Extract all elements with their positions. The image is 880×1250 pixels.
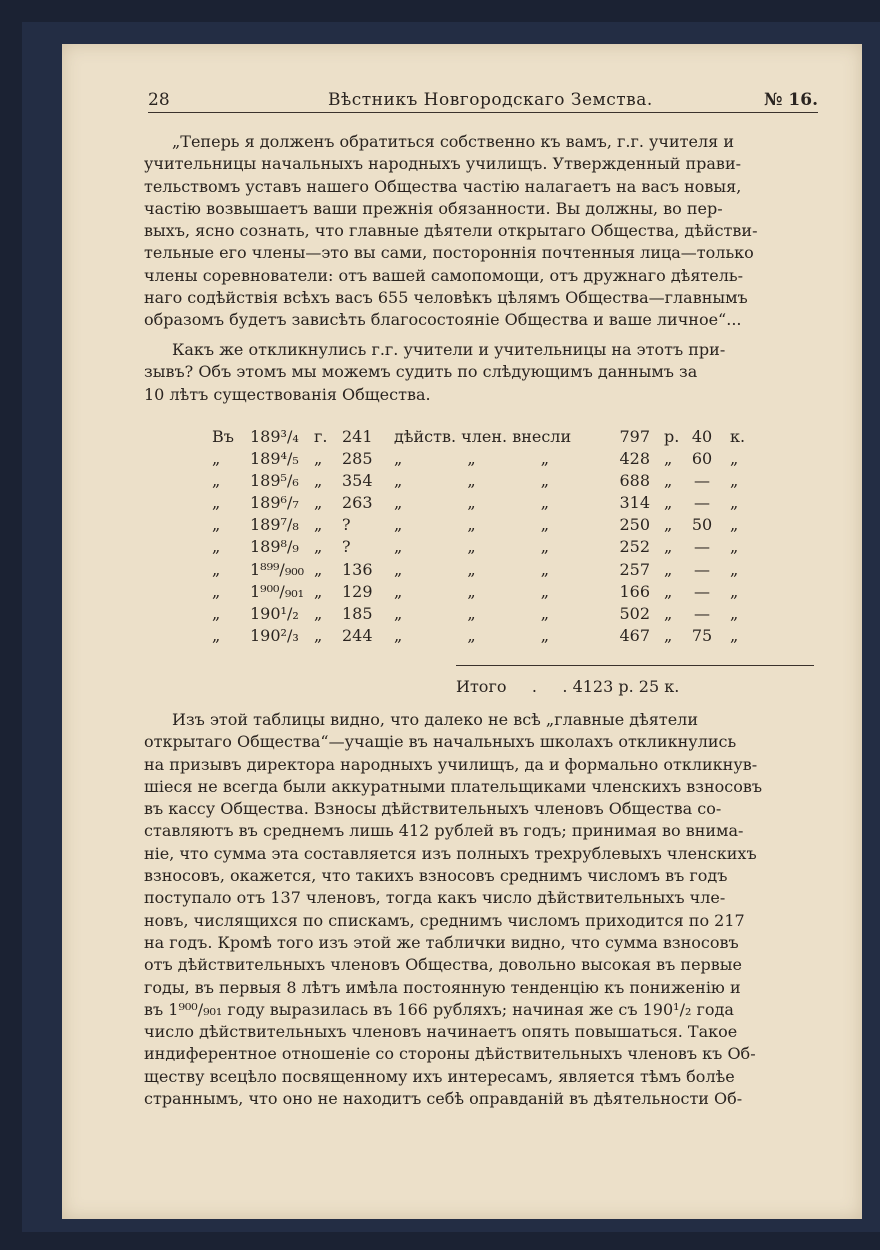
row-rub-unit: „ <box>664 559 673 579</box>
row-description: „ „ „ <box>394 559 550 579</box>
text-line: тельные его члены—это вы сами, постороннія почтенныя лица—только <box>144 243 754 263</box>
row-description: „ „ „ <box>394 625 550 645</box>
text-line: зывъ? Объ этомъ мы можемъ судить по слѣдующимъ даннымъ за <box>144 362 698 382</box>
row-year: 1⁸⁹⁹/₉₀₀ <box>250 559 305 579</box>
text-line: на призывъ директора народныхъ училищъ, да и формально откликнув- <box>144 754 758 774</box>
text-line: шіеся не всегда были аккуратными плательщиками членскихъ взносовъ <box>144 776 763 796</box>
text-line: выхъ, ясно сознать, что главные дѣятели открытаго Общества, дѣйстви- <box>144 221 758 241</box>
intro-paragraph <box>144 131 820 332</box>
row-description: „ „ „ <box>394 493 550 513</box>
text-line: число дѣйствительныхъ членовъ начинаетъ опять повышаться. Такое <box>144 1022 738 1042</box>
text-line: ставляютъ въ среднемъ лишь 412 рублей въ годъ; принимая во внима- <box>144 821 744 841</box>
row-member-count: 285 <box>342 449 373 469</box>
row-year-unit: „ <box>314 515 323 535</box>
row-year-unit: „ <box>314 581 323 601</box>
row-kopecks: — <box>694 493 710 513</box>
row-lead: „ <box>212 471 221 491</box>
row-lead: „ <box>212 559 221 579</box>
row-lead: „ <box>212 581 221 601</box>
row-rub-unit: „ <box>664 603 673 623</box>
row-rub-unit: „ <box>664 625 673 645</box>
row-kop-unit: „ <box>730 559 739 579</box>
row-year-unit: „ <box>314 537 323 557</box>
row-lead: Въ <box>212 427 234 446</box>
text-line: открытаго Общества“—учащіе въ начальныхъ школахъ откликнулись <box>144 732 737 752</box>
row-year-unit: „ <box>314 471 323 491</box>
row-member-count: ? <box>342 515 351 535</box>
row-rub-unit: „ <box>664 515 673 535</box>
row-member-count: 241 <box>342 427 373 446</box>
row-member-count: 263 <box>342 493 373 513</box>
row-lead: „ <box>212 537 221 557</box>
text-line: учительницы начальныхъ народныхъ училищъ. Утвержденный прави- <box>144 154 742 174</box>
row-kop-unit: к. <box>730 427 746 446</box>
row-lead: „ <box>212 449 221 469</box>
text-line: „Теперь я долженъ обратиться собственно къ вамъ, г.г. учителя и <box>172 132 734 151</box>
body-paragraph <box>144 709 820 1110</box>
row-kopecks: — <box>694 581 710 601</box>
row-rubles: 502 <box>619 603 650 623</box>
row-year-unit: „ <box>314 493 323 513</box>
text-line: образомъ будетъ зависѣть благосостояніе Общества и ваше личное“... <box>144 310 742 330</box>
row-description: „ „ „ <box>394 581 550 601</box>
text-line: взносовъ, окажется, что такихъ взносовъ среднимъ числомъ въ годъ <box>144 866 728 886</box>
row-rub-unit: „ <box>664 471 673 491</box>
row-kopecks: 50 <box>691 515 713 535</box>
row-year: 190¹/₂ <box>250 603 299 623</box>
row-kop-unit: „ <box>730 603 739 623</box>
row-rubles: 428 <box>619 449 650 469</box>
journal-title: Вѣстникъ Новгородскаго Земства. <box>328 90 653 110</box>
row-member-count: 244 <box>342 625 373 645</box>
row-kop-unit: „ <box>730 537 739 557</box>
row-description: „ „ „ <box>394 471 550 491</box>
row-year-unit: „ <box>314 625 323 645</box>
page-number: 28 <box>148 90 170 110</box>
text-line: наго содѣйствія всѣхъ васъ 655 человѣкъ цѣлямъ Общества—главнымъ <box>144 288 748 308</box>
row-kopecks: — <box>694 471 710 491</box>
row-kopecks: 40 <box>691 427 713 446</box>
text-line: 10 лѣтъ существованія Общества. <box>144 384 431 404</box>
row-rubles: 252 <box>619 537 650 557</box>
row-year: 189⁷/₈ <box>250 515 299 535</box>
row-rubles: 688 <box>619 471 650 491</box>
text-line: отъ дѣйствительныхъ членовъ Общества, довольно высокая въ первые <box>144 955 742 975</box>
page-header <box>148 58 818 110</box>
row-kopecks: — <box>694 537 710 557</box>
row-kop-unit: „ <box>730 471 739 491</box>
text-line: на годъ. Кромѣ того изъ этой же таблички видно, что сумма взносовъ <box>144 932 739 952</box>
text-line: новъ, числящихся по спискамъ, среднимъ числомъ приходится по 217 <box>144 910 745 930</box>
row-rubles: 250 <box>619 515 650 535</box>
text-line: ществу всецѣло посвященному ихъ интересамъ, является тѣмъ болѣе <box>144 1066 735 1086</box>
row-kopecks: 60 <box>691 449 713 469</box>
text-line: Какъ же откликнулись г.г. учители и учительницы на этотъ при- <box>172 340 726 359</box>
row-kopecks: — <box>694 603 710 623</box>
text-line: поступало отъ 137 членовъ, тогда какъ число дѣйствительныхъ чле- <box>144 888 726 908</box>
row-rubles: 166 <box>619 581 650 601</box>
row-year: 189⁴/₅ <box>250 449 299 469</box>
text-line: Изъ этой таблицы видно, что далеко не всѣ „главные дѣятели <box>172 710 698 729</box>
issue-number: № 16. <box>764 90 818 110</box>
header-rule <box>148 112 818 113</box>
row-description: „ „ „ <box>394 537 550 557</box>
table-total-rule <box>456 665 814 666</box>
row-rubles: 797 <box>619 427 650 446</box>
row-year-unit: г. <box>314 427 328 446</box>
row-member-count: 185 <box>342 603 373 623</box>
row-year: 189⁵/₆ <box>250 471 299 491</box>
text-line: члены соревнователи: отъ вашей самопомощи, отъ дружнаго дѣятель- <box>144 265 744 285</box>
row-rub-unit: „ <box>664 581 673 601</box>
row-lead: „ <box>212 603 221 623</box>
row-description: „ „ „ <box>394 603 550 623</box>
row-description: дѣйств. член. внесли <box>394 427 572 446</box>
row-year: 189⁶/₇ <box>250 493 299 513</box>
row-year-unit: „ <box>314 449 323 469</box>
text-line: индиферентное отношеніе со стороны дѣйствительныхъ членовъ къ Об- <box>144 1044 756 1064</box>
row-year-unit: „ <box>314 559 323 579</box>
row-kopecks: 75 <box>691 625 713 645</box>
row-description: „ „ „ <box>394 515 550 535</box>
row-year-unit: „ <box>314 603 323 623</box>
row-kop-unit: „ <box>730 515 739 535</box>
document-page <box>62 44 862 1219</box>
row-rub-unit: „ <box>664 493 673 513</box>
row-year: 189³/₄ <box>250 427 299 446</box>
row-lead: „ <box>212 625 221 645</box>
row-rubles: 314 <box>619 493 650 513</box>
text-line: тельствомъ уставъ нашего Общества частію налагаетъ на васъ новыя, <box>144 176 742 196</box>
row-rubles: 467 <box>619 625 650 645</box>
row-member-count: 129 <box>342 581 373 601</box>
row-member-count: ? <box>342 537 351 557</box>
row-kop-unit: „ <box>730 449 739 469</box>
row-kop-unit: „ <box>730 625 739 645</box>
question-paragraph <box>144 339 820 406</box>
text-line: ніе, что сумма эта составляется изъ полныхъ трехрублевыхъ членскихъ <box>144 843 757 863</box>
table-total: Итого . . 4123 р. 25 к. <box>456 677 680 696</box>
row-kop-unit: „ <box>730 493 739 513</box>
row-year: 189⁸/₉ <box>250 537 299 557</box>
row-year: 190²/₃ <box>250 625 299 645</box>
row-lead: „ <box>212 493 221 513</box>
row-member-count: 136 <box>342 559 373 579</box>
text-line: частію возвышаетъ ваши прежнія обязанности. Вы должны, во пер- <box>144 198 723 218</box>
row-rub-unit: р. <box>664 427 680 446</box>
text-line: страннымъ, что оно не находитъ себѣ оправданій въ дѣятельности Об- <box>144 1089 743 1109</box>
row-description: „ „ „ <box>394 449 550 469</box>
text-line: годы, въ первыя 8 лѣтъ имѣла постоянную тенденцію къ пониженію и <box>144 977 741 997</box>
row-rub-unit: „ <box>664 537 673 557</box>
row-kop-unit: „ <box>730 581 739 601</box>
text-line: въ 1⁹⁰⁰/₉₀₁ году выразилась въ 166 рубляхъ; начиная же съ 190¹/₂ года <box>144 999 734 1019</box>
row-kopecks: — <box>694 559 710 579</box>
row-rubles: 257 <box>619 559 650 579</box>
row-member-count: 354 <box>342 471 373 491</box>
row-lead: „ <box>212 515 221 535</box>
text-line: въ кассу Общества. Взносы дѣйствительныхъ членовъ Общества со- <box>144 799 722 819</box>
row-year: 1⁹⁰⁰/₉₀₁ <box>250 581 305 601</box>
row-rub-unit: „ <box>664 449 673 469</box>
